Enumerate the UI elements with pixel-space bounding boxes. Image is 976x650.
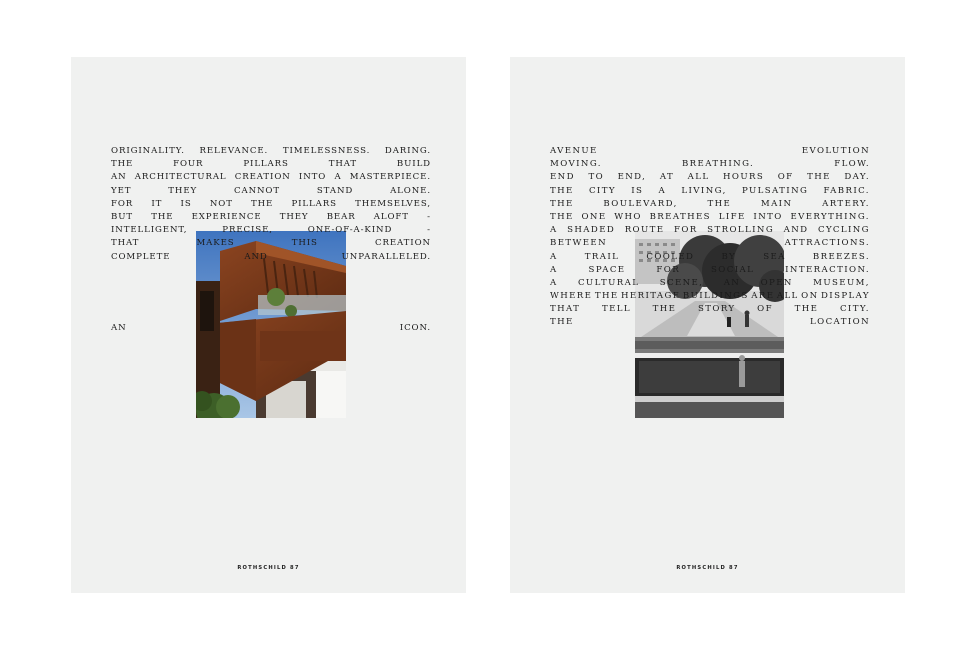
text-line: INTELLIGENT, PRECISE, ONE-OF-A-KIND - bbox=[111, 225, 431, 236]
text-line: THAT MAKES THIS CREATION bbox=[111, 238, 431, 249]
text-line: MOVING. BREATHING. FLOW. bbox=[550, 159, 870, 170]
text-line: FOR IT IS NOT THE PILLARS THEMSELVES, bbox=[111, 198, 431, 209]
right-body-text bbox=[550, 145, 870, 330]
text-line: AN ARCHITECTURAL CREATION INTO A MASTERPIECE. bbox=[111, 172, 431, 183]
text-spacer bbox=[111, 264, 431, 322]
text-line: THE ONE WHO BREATHES LIFE INTO EVERYTHING. bbox=[550, 211, 870, 222]
text-line: ORIGINALITY. RELEVANCE. TIMELESSNESS. DARING. bbox=[111, 146, 431, 156]
page-footer: ROTHSCHILD 87 bbox=[676, 565, 739, 571]
text-line: A SHADED ROUTE FOR STROLLING AND CYCLING bbox=[550, 225, 870, 236]
left-page bbox=[71, 57, 466, 593]
text-line: BETWEEN ATTRACTIONS. bbox=[550, 238, 870, 249]
right-page bbox=[510, 57, 905, 593]
text-line: THE CITY IS A LIVING, PULSATING FABRIC. bbox=[550, 185, 870, 196]
text-line: COMPLETE AND UNPARALLELED. bbox=[111, 251, 431, 262]
text-line: THAT TELL THE STORY OF THE CITY. bbox=[550, 304, 870, 315]
text-line: BUT THE EXPERIENCE THEY BEAR ALOFT - bbox=[111, 211, 431, 222]
text-line: THE LOCATION bbox=[550, 317, 870, 328]
text-line: A CULTURAL SCENE, AN OPEN MUSEUM, bbox=[550, 277, 870, 288]
closing-line: AN ICON. bbox=[111, 322, 431, 333]
left-body-text bbox=[111, 145, 431, 335]
text-line: THE FOUR PILLARS THAT BUILD bbox=[111, 159, 431, 170]
page-footer: ROTHSCHILD 87 bbox=[237, 565, 300, 571]
text-line: END TO END, AT ALL HOURS OF THE DAY. bbox=[550, 172, 870, 183]
text-line: YET THEY CANNOT STAND ALONE. bbox=[111, 185, 431, 196]
text-line: WHERE THE HERITAGE BUILDINGS ARE ALL ON DISPLAY bbox=[550, 291, 870, 302]
text-line: THE BOULEVARD, THE MAIN ARTERY. bbox=[550, 198, 870, 209]
text-line: AVENUE EVOLUTION bbox=[550, 146, 870, 156]
text-line: A TRAIL COOLED BY SEA BREEZES. bbox=[550, 251, 870, 262]
text-line: A SPACE FOR SOCIAL INTERACTION. bbox=[550, 264, 870, 275]
